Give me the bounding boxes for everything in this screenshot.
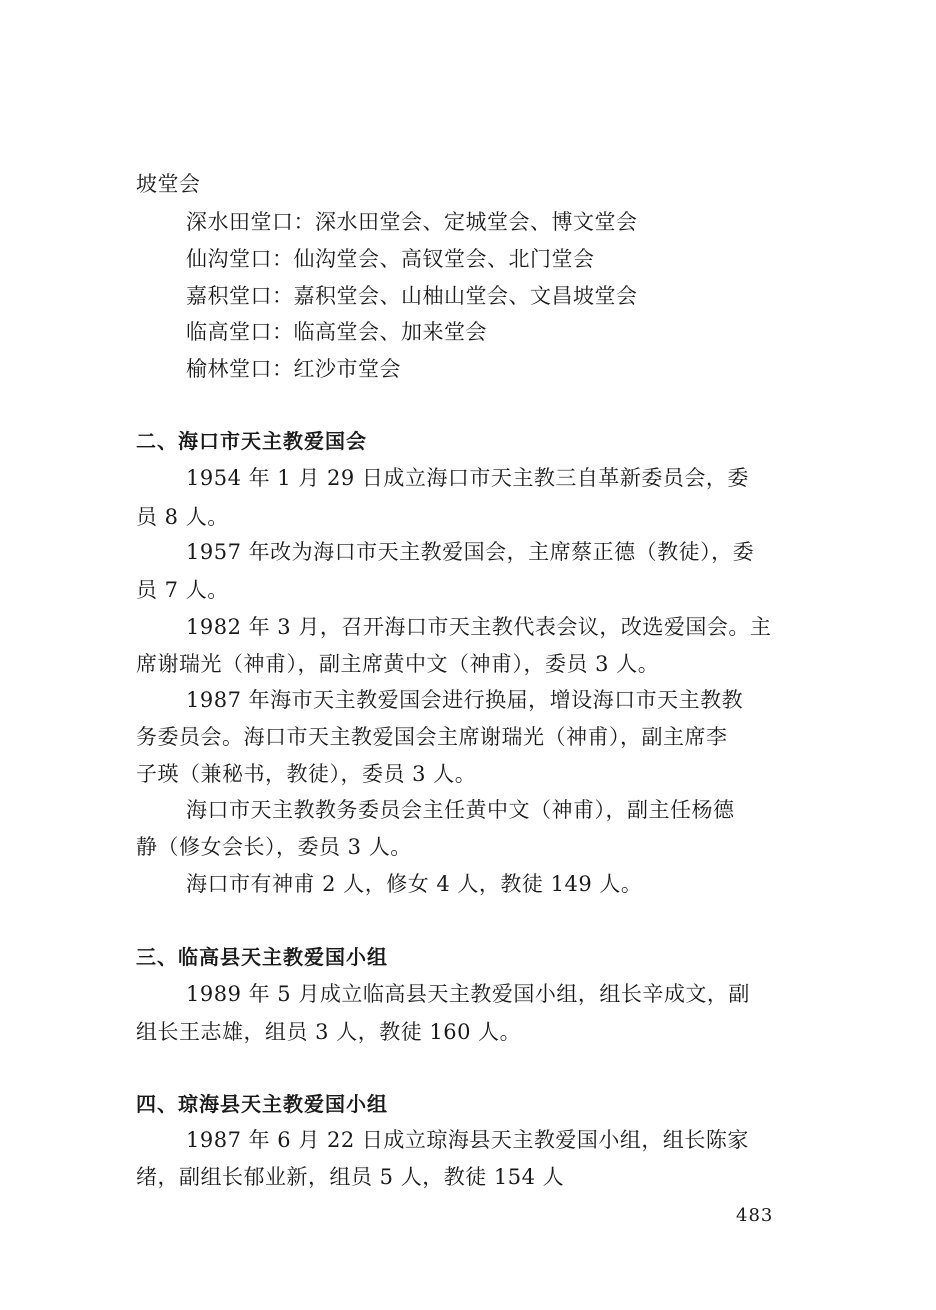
page-number: 483 [736,1205,774,1226]
paragraph-line: 席谢瑞光（神甫），副主席黄中文（神甫），委员 3 人。 [136,652,660,676]
intro-tail-line: 坡堂会 [136,172,201,196]
paragraph-line: 1954 年 1 月 29 日成立海口市天主教三自革新委员会，委 [186,466,749,490]
parish-group-line: 嘉积堂口：嘉积堂会、山柚山堂会、文昌坡堂会 [186,284,638,308]
paragraph-line: 组长王志雄，组员 3 人，教徒 160 人。 [136,1020,522,1044]
parish-group-line: 深水田堂口：深水田堂会、定城堂会、博文堂会 [186,210,638,234]
parish-group-line: 仙沟堂口：仙沟堂会、高钗堂会、北门堂会 [186,247,595,271]
paragraph-line: 员 8 人。 [136,505,229,529]
parish-group-line: 榆林堂口：红沙市堂会 [186,357,401,381]
paragraph-line: 1989 年 5 月成立临高县天主教爱国小组，组长辛成文，副 [186,982,750,1006]
section-heading: 四、琼海县天主教爱国小组 [136,1092,388,1116]
paragraph-line: 海口市天主教教务委员会主任黄中文（神甫），副主任杨德 [186,798,735,822]
paragraph-line: 绪，副组长郁业新，组员 5 人，教徒 154 人 [136,1165,565,1189]
paragraph-line: 1987 年 6 月 22 日成立琼海县天主教爱国小组，组长陈家 [186,1128,749,1152]
parish-group-line: 临高堂口：临高堂会、加来堂会 [186,320,487,344]
section-heading: 二、海口市天主教爱国会 [136,429,367,453]
paragraph-line: 1987 年海市天主教爱国会进行换届，增设海口市天主教教 [186,688,744,712]
section-heading: 三、临高县天主教爱国小组 [136,945,388,969]
paragraph-line: 务委员会。海口市天主教爱国会主席谢瑞光（神甫），副主席李 [136,725,728,749]
paragraph-line: 海口市有神甫 2 人，修女 4 人，教徒 149 人。 [186,872,643,896]
paragraph-line: 1957 年改为海口市天主教爱国会，主席蔡正德（教徒），委 [186,540,755,564]
paragraph-line: 1982 年 3 月，召开海口市天主教代表会议，改选爱国会。主 [186,615,772,639]
paragraph-line: 子瑛（兼秘书，教徒），委员 3 人。 [136,762,477,786]
paragraph-line: 员 7 人。 [136,578,229,602]
paragraph-line: 静（修女会长），委员 3 人。 [136,835,412,859]
